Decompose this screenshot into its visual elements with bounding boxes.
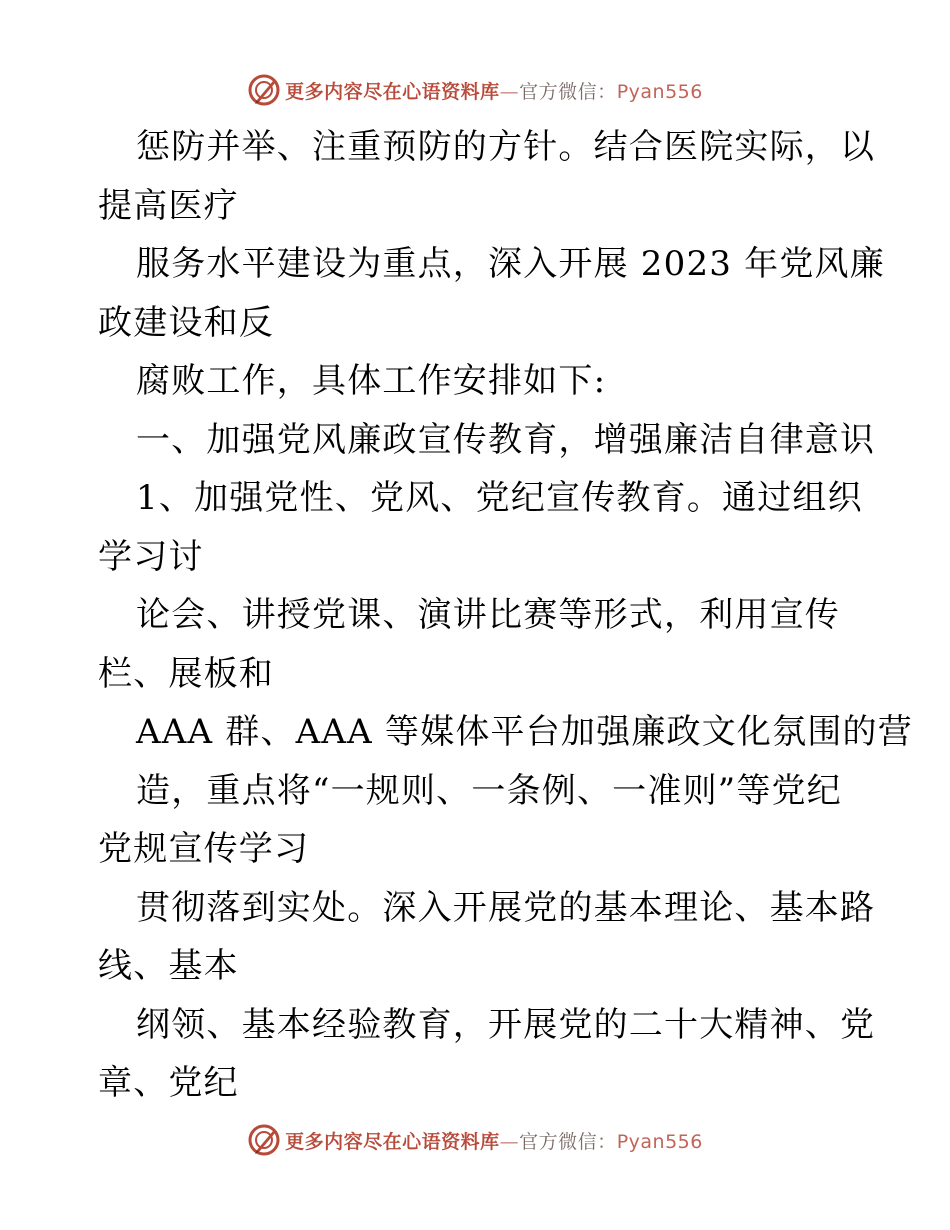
text-line: AAA 群、AAA 等媒体平台加强廉政文化氛围的营 bbox=[136, 712, 913, 752]
watermark-wechat-label: 官方微信： bbox=[519, 1130, 617, 1153]
watermark-wechat-label: 官方微信： bbox=[519, 80, 617, 103]
text-line: 学习讨 bbox=[98, 536, 204, 577]
text-line: 惩防并举、注重预防的方针。结合医院实际，以 bbox=[136, 127, 876, 167]
text-line: 线、基本 bbox=[98, 946, 239, 986]
text-line: 1、加强党性、党风、党纪宣传教育。通过组织 bbox=[136, 478, 863, 518]
text-line: 腐败工作，具体工作安排如下: bbox=[136, 361, 607, 401]
header-watermark bbox=[0, 70, 950, 110]
text-line: 造，重点将“一规则、一条例、一准则”等党纪 bbox=[136, 770, 842, 811]
footer-watermark bbox=[0, 1120, 950, 1160]
watermark-text bbox=[285, 77, 703, 104]
brush-seal-icon bbox=[247, 73, 281, 107]
watermark-wechat-id: Pyan556 bbox=[616, 80, 703, 103]
text-line: 提高医疗 bbox=[98, 185, 239, 226]
text-line: 章、党纪 bbox=[98, 1063, 239, 1103]
watermark-wechat-id: Pyan556 bbox=[616, 1130, 703, 1153]
text-line: 栏、展板和 bbox=[98, 653, 274, 694]
text-line: 服务水平建设为重点，深入开展 2023 年党风廉 bbox=[136, 244, 885, 284]
watermark-main: 更多内容尽在心语资料库 bbox=[285, 80, 500, 103]
watermark-main: 更多内容尽在心语资料库 bbox=[285, 1130, 500, 1153]
watermark-dash: — bbox=[499, 80, 520, 103]
document-body bbox=[98, 118, 913, 1113]
text-line: 纲领、基本经验教育，开展党的二十大精神、党 bbox=[136, 1004, 876, 1045]
text-line: 贯彻落到实处。深入开展党的基本理论、基本路 bbox=[136, 887, 876, 928]
watermark-text bbox=[285, 1127, 703, 1154]
watermark-dash: — bbox=[499, 1130, 520, 1153]
brush-seal-icon bbox=[247, 1123, 281, 1157]
text-line: 一、加强党风廉政宣传教育，增强廉洁自律意识 bbox=[136, 419, 876, 460]
text-line: 论会、讲授党课、演讲比赛等形式，利用宣传 bbox=[136, 595, 840, 635]
text-line: 党规宣传学习 bbox=[98, 829, 310, 869]
text-line: 政建设和反 bbox=[98, 302, 274, 343]
